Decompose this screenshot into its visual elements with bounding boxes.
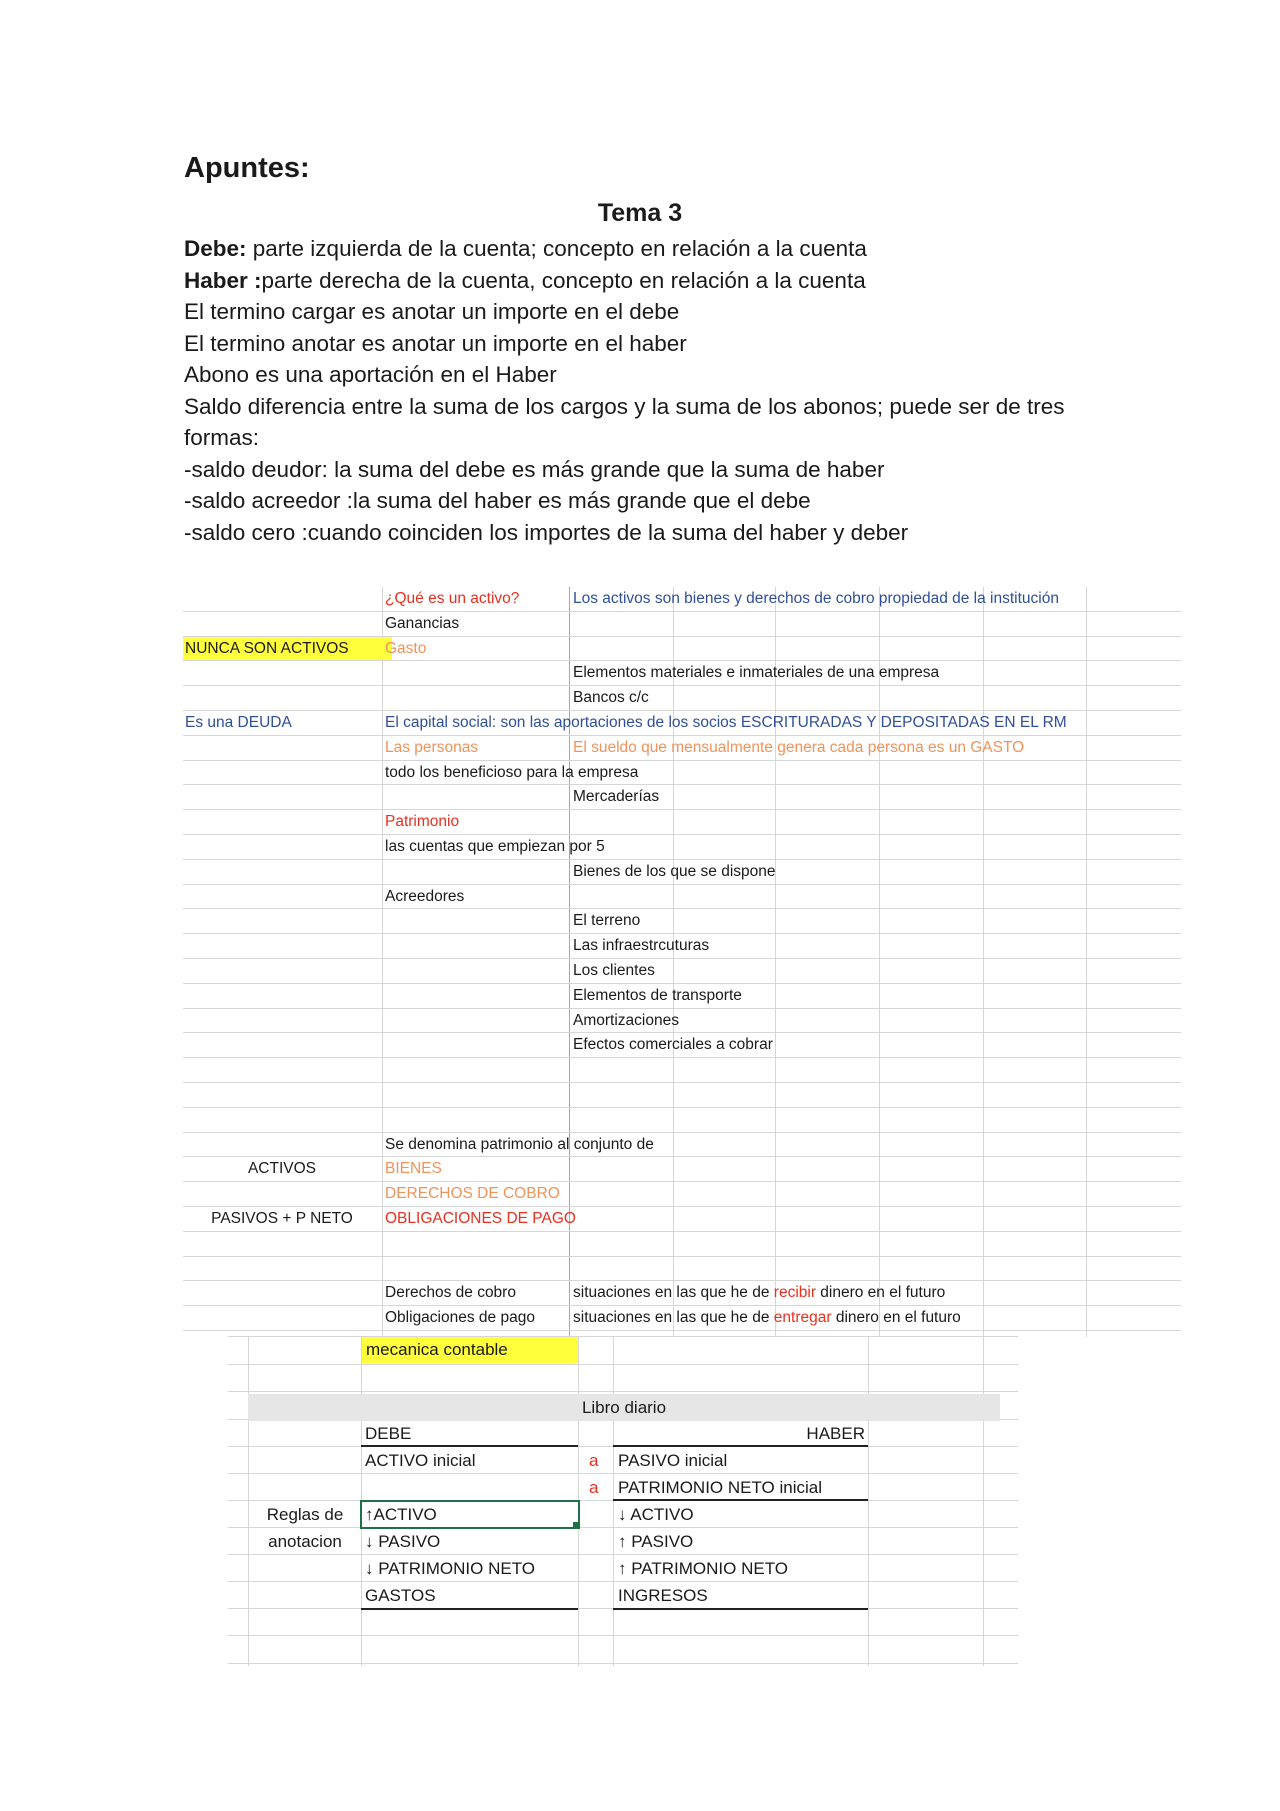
note-line: -saldo acreedor :la suma del haber es más grande que el debe	[184, 488, 811, 513]
cell-b[interactable]	[383, 1083, 385, 1106]
cell-a[interactable]	[183, 1108, 383, 1131]
cell-b[interactable]	[383, 785, 385, 808]
table-row	[183, 761, 1181, 786]
spreadsheet-libro-diario	[228, 1336, 1018, 1666]
cell-b[interactable]	[383, 909, 385, 932]
cell-b[interactable]	[383, 686, 385, 709]
cell-a[interactable]	[183, 1182, 383, 1205]
cell-b[interactable]: Las personas	[385, 738, 479, 756]
cell-c[interactable]: Elementos de transporte	[573, 986, 742, 1004]
cell-a[interactable]	[183, 1306, 383, 1329]
cell-c[interactable]	[571, 885, 573, 908]
libro-diario-header: Libro diario	[248, 1394, 1000, 1421]
reglas-label-1: Reglas de	[266, 1505, 344, 1524]
text: dinero en el futuro	[815, 1284, 946, 1302]
cell-b[interactable]	[383, 1058, 385, 1081]
cell-b[interactable]	[383, 661, 385, 684]
cell-a[interactable]	[183, 934, 383, 957]
cell-a[interactable]: ACTIVOS	[247, 1160, 317, 1178]
cell-a[interactable]	[183, 810, 383, 833]
cell-a[interactable]	[183, 885, 383, 908]
table-row	[183, 785, 1181, 810]
table-row	[183, 1133, 1181, 1158]
a-marker: a	[589, 1478, 599, 1497]
cell-a[interactable]	[183, 835, 383, 858]
underline	[613, 1608, 868, 1610]
section-heading: Tema 3	[597, 199, 683, 227]
cell-c-cobro[interactable]	[571, 1281, 945, 1304]
cell-c[interactable]: El sueldo que mensualmente genera cada persona es un GASTO	[573, 738, 1025, 756]
cell-b[interactable]	[383, 934, 385, 957]
table-row	[183, 1306, 1181, 1331]
text: situaciones en las que he de	[573, 1309, 774, 1327]
cell-b[interactable]: todo los beneficioso para la empresa	[385, 763, 639, 781]
note-line: -saldo deudor: la suma del debe es más grande que la suma de haber	[184, 456, 885, 482]
cell-c[interactable]	[571, 1232, 573, 1255]
cell-a[interactable]	[183, 686, 383, 709]
rule-right: INGRESOS	[618, 1586, 708, 1605]
note-debe	[184, 233, 1104, 265]
cell-b[interactable]: BIENES	[385, 1160, 442, 1178]
cell-a[interactable]: Es una DEUDA	[185, 714, 292, 731]
cell-c[interactable]	[571, 1108, 573, 1131]
cell-b[interactable]	[383, 1232, 385, 1255]
cell-a[interactable]	[183, 1281, 383, 1304]
cell-b[interactable]	[383, 959, 385, 982]
cell-a[interactable]	[183, 959, 383, 982]
table-row	[183, 1281, 1181, 1306]
cell-a[interactable]: NUNCA SON ACTIVOS	[183, 637, 392, 660]
table-row	[183, 1207, 1181, 1232]
table-row	[183, 909, 1181, 934]
note-line: El termino anotar es anotar un importe en el haber	[184, 330, 687, 356]
rule-left: ↑ACTIVO	[365, 1505, 437, 1524]
fill-handle[interactable]	[573, 1522, 579, 1528]
cell-c[interactable]: Las infraestrcuturas	[573, 937, 710, 955]
highlight-verb: recibir	[773, 1284, 816, 1302]
cell-c[interactable]	[571, 637, 573, 660]
table-row	[183, 1009, 1181, 1034]
rule-left: ↓ PATRIMONIO NETO	[365, 1559, 536, 1578]
cell-b[interactable]: ¿Qué es un activo?	[385, 590, 520, 607]
cell-a[interactable]	[183, 1058, 383, 1081]
cell-a[interactable]	[183, 761, 383, 784]
cell-b[interactable]: El capital social: son las aportaciones de los socios ESCRITURADAS Y DEPOSITADAS EN EL RM	[385, 714, 1067, 731]
selected-cell[interactable]	[360, 1500, 580, 1529]
table-row	[183, 686, 1181, 711]
debe-header: DEBE	[365, 1424, 412, 1443]
underline	[613, 1445, 868, 1447]
table-row	[183, 835, 1181, 860]
table-row	[183, 711, 1181, 736]
table-row	[183, 637, 1181, 662]
cell-c[interactable]: Bancos c/c	[573, 689, 649, 707]
debe-label: Debe:	[184, 236, 247, 261]
cell-c[interactable]: Los clientes	[573, 962, 655, 979]
table-row	[183, 1157, 1181, 1182]
cell-a[interactable]	[183, 612, 383, 635]
text: dinero en el futuro	[831, 1309, 961, 1327]
rule-right: ↓ ACTIVO	[618, 1505, 694, 1524]
cell-a[interactable]	[183, 1033, 383, 1056]
table-row	[183, 885, 1181, 910]
cell-c[interactable]: Elementos materiales e inmateriales de una empresa	[573, 664, 940, 682]
cell-b[interactable]: Ganancias	[385, 614, 460, 632]
cell-b[interactable]	[383, 1009, 385, 1032]
cell-c[interactable]	[571, 810, 573, 833]
note-line: -saldo cero :cuando coinciden los importes de la suma del haber y deber	[184, 519, 909, 545]
table-row	[183, 934, 1181, 959]
cell-a[interactable]: PASIVOS + P NETO	[211, 1210, 353, 1227]
note-haber	[184, 265, 1104, 297]
cell-b[interactable]: OBLIGACIONES DE PAGO	[385, 1210, 576, 1227]
cell-a[interactable]	[183, 587, 383, 610]
underline	[361, 1445, 578, 1447]
cell-c[interactable]	[571, 711, 573, 734]
spreadsheet-activos	[183, 587, 1181, 1337]
table-row	[183, 959, 1181, 984]
cell-c[interactable]	[571, 1257, 573, 1280]
table-row	[183, 612, 1181, 637]
table-row	[183, 860, 1181, 885]
cell-b[interactable]: Obligaciones de pago	[385, 1309, 535, 1327]
cell-b[interactable]: DERECHOS DE COBRO	[385, 1185, 560, 1203]
cell-a[interactable]	[183, 736, 383, 759]
rule-left: ↓ PASIVO	[365, 1532, 441, 1551]
cell-c[interactable]	[571, 1207, 573, 1230]
cell-a[interactable]	[183, 860, 383, 883]
cell-c[interactable]: Efectos comerciales a cobrar	[573, 1036, 773, 1054]
note-line: El termino cargar es anotar un importe en el debe	[184, 299, 680, 324]
cell-c-pago[interactable]	[571, 1306, 961, 1329]
cell-c[interactable]: Los activos son bienes y derechos de cobro propiedad de la institución	[573, 590, 1059, 607]
cell-b[interactable]: Se denomina patrimonio al conjunto de	[385, 1135, 654, 1153]
cell-c[interactable]: El terreno	[573, 912, 641, 930]
haber-header: HABER	[806, 1424, 865, 1443]
pasivo-inicial: PASIVO inicial	[618, 1451, 728, 1470]
cell-a[interactable]	[183, 1133, 383, 1156]
cell-b[interactable]: Patrimonio	[385, 813, 460, 831]
cell-c[interactable]: Amortizaciones	[573, 1011, 679, 1029]
cell-a[interactable]	[183, 1257, 383, 1280]
patrimonio-neto-inicial: PATRIMONIO NETO inicial	[618, 1478, 823, 1497]
cell-c[interactable]	[571, 612, 573, 635]
underline	[613, 1499, 868, 1501]
table-row	[183, 1257, 1181, 1282]
table-row	[183, 1083, 1181, 1108]
cell-a[interactable]	[183, 1083, 383, 1106]
activo-inicial: ACTIVO inicial	[365, 1451, 476, 1470]
table-row	[183, 661, 1181, 686]
table-row	[183, 587, 1181, 612]
cell-b[interactable]	[383, 1033, 385, 1056]
table-row	[183, 1058, 1181, 1083]
table-row	[183, 1033, 1181, 1058]
cell-b[interactable]	[383, 1108, 385, 1131]
notes-body	[184, 233, 1104, 548]
cell-a[interactable]	[183, 1009, 383, 1032]
cell-a[interactable]	[183, 1232, 383, 1255]
page-title: Apuntes:	[184, 152, 310, 184]
cell-c[interactable]	[571, 1157, 573, 1180]
note-line: Saldo diferencia entre la suma de los cargos y la suma de los abonos; puede ser de tres	[184, 393, 1065, 419]
cell-c[interactable]	[571, 761, 573, 784]
cell-a[interactable]	[183, 984, 383, 1007]
cell-c[interactable]	[571, 1133, 573, 1156]
cell-a[interactable]	[183, 909, 383, 932]
cell-a[interactable]	[183, 661, 383, 684]
underline	[361, 1608, 578, 1610]
mecanica-contable-cell[interactable]: mecanica contable	[362, 1337, 578, 1363]
rule-right: ↑ PASIVO	[618, 1532, 694, 1551]
table-row	[183, 736, 1181, 761]
table-row	[183, 1182, 1181, 1207]
highlight-verb: entregar	[773, 1309, 832, 1327]
haber-label: Haber :	[184, 267, 262, 293]
cell-b[interactable]: Gasto	[385, 639, 427, 657]
a-marker: a	[589, 1451, 599, 1470]
table-row	[183, 1108, 1181, 1133]
cell-c[interactable]	[571, 1058, 573, 1081]
rule-right: ↑ PATRIMONIO NETO	[618, 1559, 789, 1578]
cell-c[interactable]: Bienes de los que se dispone	[573, 862, 776, 880]
cell-b[interactable]	[383, 860, 385, 883]
cell-c[interactable]: Mercaderías	[573, 788, 660, 806]
cell-c[interactable]	[571, 1182, 573, 1205]
rule-left: GASTOS	[365, 1586, 436, 1605]
haber-text: parte derecha de la cuenta, concepto en relación a la cuenta	[261, 267, 866, 293]
table-row	[183, 984, 1181, 1009]
cell-b[interactable]: Acreedores	[385, 887, 465, 905]
table-row	[183, 1232, 1181, 1257]
cell-b[interactable]: Derechos de cobro	[385, 1284, 516, 1302]
cell-c[interactable]	[571, 835, 573, 858]
cell-b[interactable]	[383, 1257, 385, 1280]
cell-a[interactable]	[183, 785, 383, 808]
cell-c[interactable]	[571, 1083, 573, 1106]
text: situaciones en las que he de	[573, 1284, 774, 1302]
note-line: formas:	[184, 425, 260, 450]
note-line: Abono es una aportación en el Haber	[184, 362, 557, 387]
debe-text: parte izquierda de la cuenta; concepto en relación a la cuenta	[246, 236, 867, 261]
cell-b[interactable]: las cuentas que empiezan por 5	[385, 838, 605, 855]
table-row	[183, 810, 1181, 835]
reglas-label-2: anotacion	[268, 1532, 342, 1551]
cell-b[interactable]	[383, 984, 385, 1007]
